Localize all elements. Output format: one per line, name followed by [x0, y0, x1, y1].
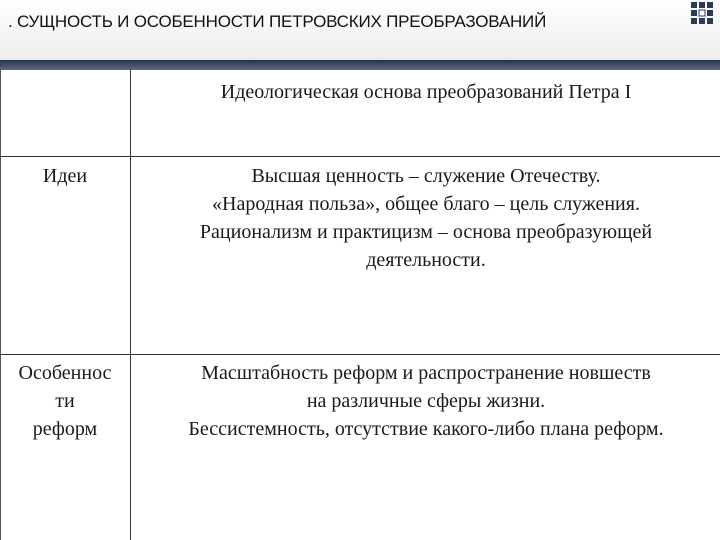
row-content-line: Бессистемность, отсутствие какого-либо плана реформ.: [188, 418, 664, 440]
row-label-line: реформ: [32, 418, 98, 440]
row-divider: [0, 354, 720, 355]
slide-header: [0, 0, 720, 60]
table-header-text: Идеологическая основа преобразований Петра I: [220, 81, 632, 103]
slide-title: . СУЩНОСТЬ И ОСОБЕННОСТИ ПЕТРОВСКИХ ПРЕОБРАЗОВАНИЙ: [8, 12, 547, 31]
header-divider-bar: [0, 60, 720, 70]
row-label-line: ти: [55, 390, 75, 412]
row-content-line: «Народная польза», общее благо – цель служения.: [212, 193, 640, 215]
row-label-ideas: [0, 162, 130, 190]
row-content-line: деятельности.: [366, 249, 486, 271]
table-left-border: [0, 70, 1, 540]
column-divider: [130, 70, 131, 540]
row-divider: [0, 156, 720, 157]
row-content-features: [132, 359, 720, 443]
row-label-features: [0, 359, 130, 443]
row-label-line: Идеи: [42, 165, 88, 187]
grid-logo-icon: [688, 0, 720, 26]
row-content-line: Высшая ценность – служение Отечеству.: [251, 165, 601, 187]
ideology-table: [0, 70, 720, 540]
row-content-line: Масштабность реформ и распространение новшеств: [201, 362, 651, 384]
row-content-line: на различные сферы жизни.: [306, 390, 546, 412]
row-content-line: Рационализм и практицизм – основа преобразующей: [199, 221, 653, 243]
table-header-cell: [132, 78, 720, 106]
row-label-line: Особеннос: [18, 362, 112, 384]
row-content-ideas: [132, 162, 720, 274]
